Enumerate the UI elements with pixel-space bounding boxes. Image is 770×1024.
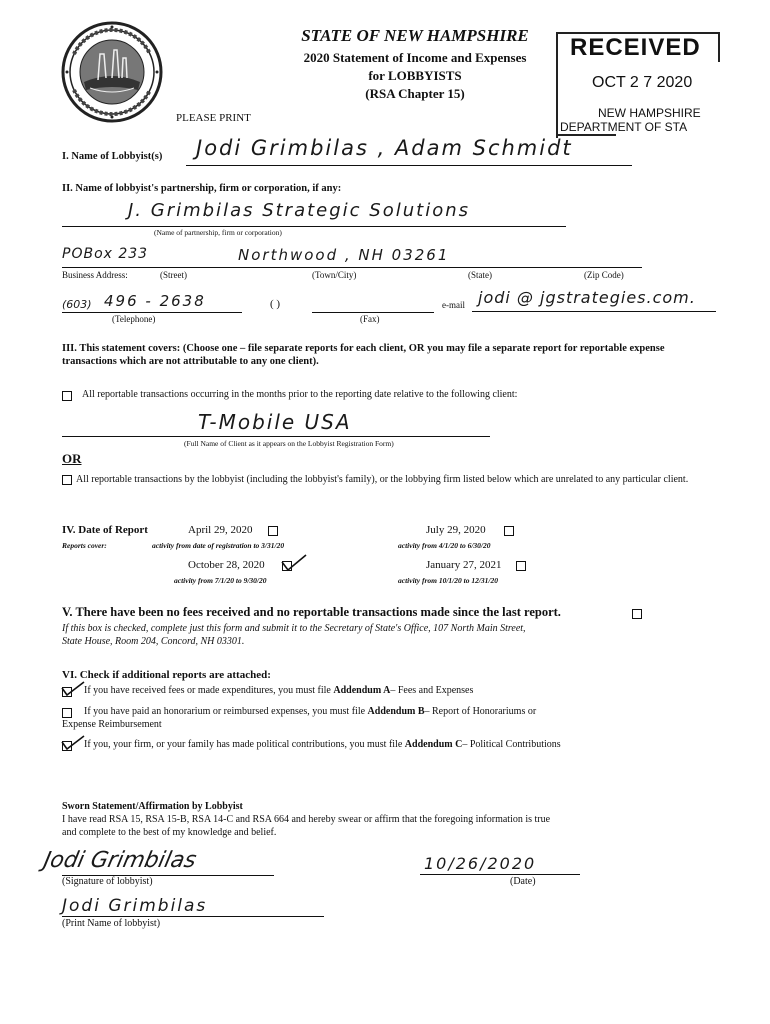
signature-value: Jodi Grimbilas bbox=[41, 848, 199, 873]
received-dept-1: NEW HAMPSHIRE bbox=[598, 106, 701, 120]
no-fees-label: V. There have been no fees received and no reportable transactions made since the last report. bbox=[62, 605, 561, 619]
addendum-c-pre: If you, your firm, or your family has made political contributions, you must file bbox=[84, 739, 405, 750]
addendum-b-bold: Addendum B bbox=[367, 706, 425, 717]
report-date-1-checkbox[interactable] bbox=[268, 526, 278, 536]
firm-value: J. Grimbilas Strategic Solutions bbox=[128, 200, 470, 221]
fax-paren: ( ) bbox=[270, 298, 281, 310]
phone-value: 496 - 2638 bbox=[104, 292, 206, 310]
print-name-caption: (Print Name of lobbyist) bbox=[62, 918, 161, 929]
email-value: jodi @ jgstrategies.com. bbox=[478, 288, 696, 307]
zip-caption: (Zip Code) bbox=[584, 270, 624, 280]
report-date-2-note: activity from 4/1/20 to 6/30/20 bbox=[398, 541, 491, 550]
section3-instructions: (Choose one – file separate reports for each client, OR you may file a separate report for reportable expense transactions which are not attributable to any one client). bbox=[62, 343, 665, 367]
received-date: OCT 2 7 2020 bbox=[592, 74, 693, 91]
or-label: OR bbox=[62, 451, 82, 466]
addendum-c-text bbox=[84, 739, 561, 750]
state-title: STATE OF NEW HAMPSHIRE bbox=[301, 26, 529, 45]
street-caption: (Street) bbox=[160, 270, 187, 280]
addendum-b-checkbox[interactable] bbox=[62, 708, 72, 718]
report-date-4-note: activity from 10/1/20 to 12/31/20 bbox=[398, 576, 498, 585]
form-subtitle: for LOBBYISTS bbox=[368, 68, 462, 83]
date-caption: (Date) bbox=[510, 876, 536, 887]
client-value: T-Mobile USA bbox=[198, 410, 352, 434]
firm-label: II. Name of lobbyist's partnership, firm or corporation, if any: bbox=[62, 183, 342, 194]
report-date-3-note: activity from 7/1/20 to 9/30/20 bbox=[174, 576, 267, 585]
form-rsa: (RSA Chapter 15) bbox=[365, 86, 465, 101]
section3-label: III. This statement covers: bbox=[62, 343, 181, 354]
addendum-a-text bbox=[84, 685, 473, 696]
additional-reports-label: VI. Check if additional reports are attached: bbox=[62, 669, 271, 681]
received-label: RECEIVED bbox=[570, 34, 701, 61]
street-value: POBox 233 bbox=[62, 246, 149, 262]
lobbyist-name-value: Jodi Grimbilas , Adam Schmidt bbox=[196, 136, 573, 160]
checkmark-icon bbox=[280, 553, 308, 573]
firm-caption: (Name of partnership, firm or corporation) bbox=[154, 228, 282, 237]
town-caption: (Town/City) bbox=[312, 270, 357, 280]
section3-text bbox=[62, 342, 712, 368]
form-title: 2020 Statement of Income and Expenses bbox=[303, 50, 527, 65]
no-fees-note-2: State House, Room 204, Concord, NH 03301. bbox=[62, 636, 245, 647]
phone-area: (603) bbox=[62, 298, 92, 311]
sworn-text-1: I have read RSA 15, RSA 15-B, RSA 14-C and RSA 664 and hereby swear or affirm that the foregoing information is true bbox=[62, 814, 551, 825]
addendum-b-pre: If you have paid an honorarium or reimbursed expenses, you must file bbox=[84, 706, 368, 717]
business-address-label: Business Address: bbox=[62, 270, 128, 280]
report-date-3: October 28, 2020 bbox=[188, 559, 265, 571]
client-caption: (Full Name of Client as it appears on the Lobbyist Registration Form) bbox=[184, 439, 394, 448]
print-name-value: Jodi Grimbilas bbox=[62, 896, 208, 916]
checkmark-icon bbox=[60, 680, 86, 698]
report-date-4: January 27, 2021 bbox=[426, 559, 502, 571]
addendum-c-bold: Addendum C bbox=[404, 739, 463, 750]
town-value: Northwood , NH 03261 bbox=[238, 246, 450, 264]
addendum-c-post: – Political Contributions bbox=[462, 739, 561, 750]
email-label: e-mail bbox=[442, 300, 465, 310]
state-caption: (State) bbox=[468, 270, 492, 280]
reports-cover-label: Reports cover: bbox=[62, 541, 107, 550]
no-fees-checkbox[interactable] bbox=[632, 609, 642, 619]
received-stamp bbox=[556, 32, 720, 138]
fax-caption: (Fax) bbox=[360, 314, 380, 324]
date-value: 10/26/2020 bbox=[424, 854, 537, 873]
addendum-b-line2: Expense Reimbursement bbox=[62, 719, 162, 730]
report-date-1: April 29, 2020 bbox=[188, 524, 253, 536]
no-fees-note-1: If this box is checked, complete just this form and submit it to the Secretary of State's Office, 107 North Main Street, bbox=[62, 623, 526, 634]
addendum-b-text bbox=[84, 706, 536, 717]
addendum-b-post: – Report of Honorariums or bbox=[424, 706, 537, 717]
option1-text: All reportable transactions occurring in the months prior to the reporting date relative to the following client: bbox=[82, 389, 518, 400]
option1-checkbox[interactable] bbox=[62, 391, 72, 401]
addendum-a-pre: If you have received fees or made expenditures, you must file bbox=[84, 685, 334, 696]
sworn-title: Sworn Statement/Affirmation by Lobbyist bbox=[62, 801, 243, 812]
sworn-text-2: and complete to the best of my knowledge and belief. bbox=[62, 827, 277, 838]
option2-text: All reportable transactions by the lobbyist (including the lobbyist's family), or the lobbying firm listed below which are unrelated to any particular client. bbox=[76, 474, 689, 485]
received-dept-2: DEPARTMENT OF STA bbox=[560, 120, 688, 134]
addendum-a-bold: Addendum A bbox=[333, 685, 391, 696]
date-of-report-label: IV. Date of Report bbox=[62, 524, 148, 536]
state-seal bbox=[60, 20, 164, 124]
report-date-2: July 29, 2020 bbox=[426, 524, 486, 536]
lobbyist-name-label: I. Name of Lobbyist(s) bbox=[62, 151, 163, 162]
report-date-2-checkbox[interactable] bbox=[504, 526, 514, 536]
signature-caption: (Signature of lobbyist) bbox=[62, 876, 153, 887]
phone-caption: (Telephone) bbox=[112, 314, 156, 324]
report-date-4-checkbox[interactable] bbox=[516, 561, 526, 571]
report-date-1-note: activity from date of registration to 3/31/20 bbox=[152, 541, 285, 550]
checkmark-icon bbox=[60, 734, 86, 752]
addendum-a-post: – Fees and Expenses bbox=[390, 685, 474, 696]
please-print: PLEASE PRINT bbox=[176, 112, 251, 124]
